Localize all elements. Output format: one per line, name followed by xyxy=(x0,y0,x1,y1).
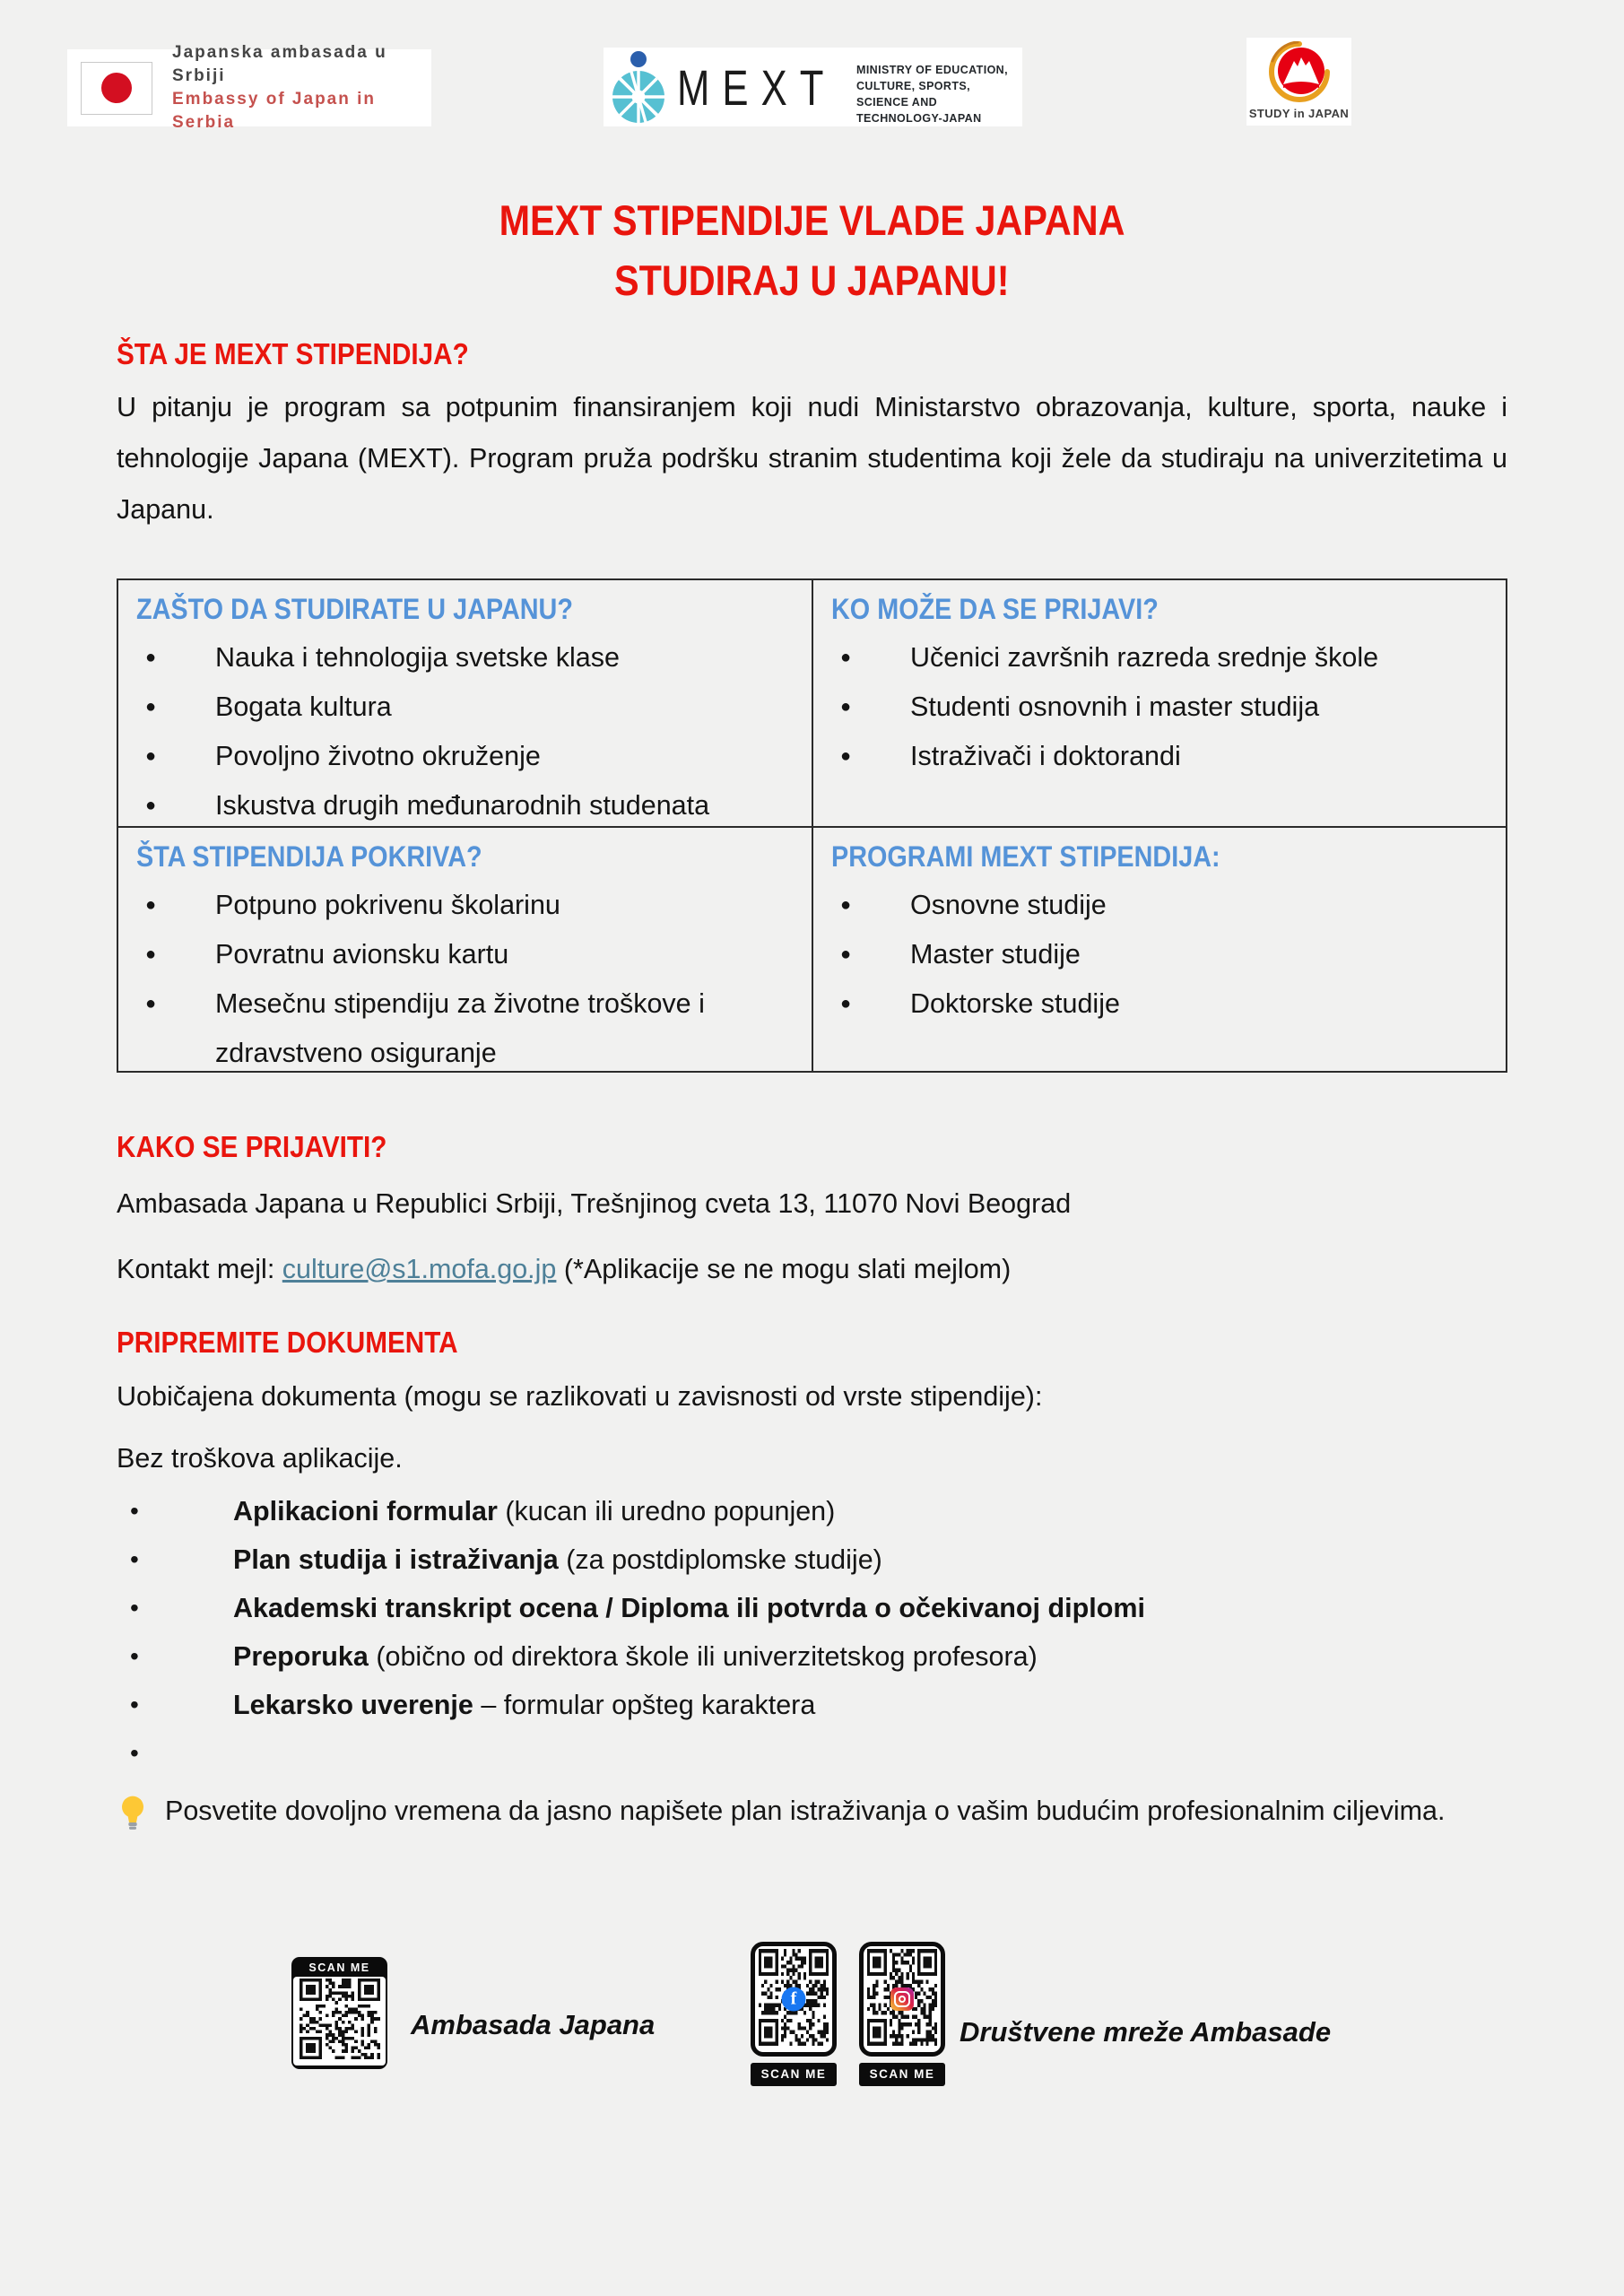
documents-intro-line: Uobičajena dokumenta (mogu se razlikovati u zavisnosti od vrste stipendije): xyxy=(117,1381,1043,1412)
qr-scan-me-header: SCAN ME xyxy=(308,1961,370,1974)
bullet-icon: ● xyxy=(145,944,157,964)
list-item: ● Povoljno životno okruženje xyxy=(136,732,795,781)
document-item: • Lekarsko uverenje – formular opšteg karaktera xyxy=(117,1681,1551,1729)
document-item: • Preporuka (obično od direktora škole ili univerzitetskog profesora) xyxy=(117,1632,1551,1681)
bullet-icon: • xyxy=(130,1594,139,1622)
qr-instagram-scan-tab: SCAN ME xyxy=(859,2063,945,2086)
table-cell-what-it-covers xyxy=(118,828,813,1071)
apply-heading: KAKO SE PRIJAVITI? xyxy=(117,1130,387,1163)
list-item: ● Povratnu avionsku kartu xyxy=(136,930,795,979)
mext-wordmark: MEXT xyxy=(677,58,837,116)
document-item: • Akademski transkript ocena / Diploma ili potvrda o očekivanoj diplomi xyxy=(117,1584,1551,1632)
intro-paragraph: U pitanju je program sa potpunim finansiranjem koji nudi Ministarstvo obrazovanja, kulture, sporta, nauke i tehnologije Japana (MEXT). Program pruža podršku stranim studentima koji žele da studiraju na univerzitetima u Japanu. xyxy=(117,392,1507,525)
title-line-1: MEXT STIPENDIJE VLADE JAPANA xyxy=(499,196,1125,244)
bullet-icon: ● xyxy=(840,746,852,766)
list-item: ● Bogata kultura xyxy=(136,683,795,732)
bullet-icon: ● xyxy=(840,895,852,915)
social-networks-label: Društvene mreže Ambasade xyxy=(960,2016,1332,2048)
documents-heading: PRIPREMITE DOKUMENTA xyxy=(117,1326,458,1359)
bullet-icon: ● xyxy=(840,944,852,964)
study-in-japan-logo xyxy=(1246,38,1351,126)
section-prepare-documents xyxy=(117,1326,1551,1836)
table-cell-who-can-apply xyxy=(813,580,1506,828)
qr-embassy-label: Ambasada Japana xyxy=(411,2009,656,2040)
tip-text: Posvetite dovoljno vremena da jasno napišete plan istraživanja o vašim budućim profesionalnim ciljevima. xyxy=(165,1796,1446,1826)
japan-flag-icon xyxy=(81,62,152,115)
documents-fee-line: Bez troškova aplikacije. xyxy=(117,1443,403,1474)
list-item: ● Studenti osnovnih i master studija xyxy=(831,683,1489,732)
study-in-japan-label: STUDY in JAPAN xyxy=(1248,107,1350,120)
list-item: ● Potpuno pokrivenu školarinu xyxy=(136,881,795,930)
table-cell-why-japan xyxy=(118,580,813,828)
contact-prefix: Kontakt mejl: xyxy=(117,1254,282,1284)
contact-line xyxy=(117,1244,1507,1295)
facebook-icon: f xyxy=(782,1987,806,2012)
section-how-to-apply xyxy=(117,1130,1507,1295)
cell-heading: PROGRAMI MEXT STIPENDIJA: xyxy=(831,840,1220,873)
embassy-name-en: Embassy of Japan in Serbia xyxy=(172,90,377,132)
embassy-name-sr: Japanska ambasada u Srbiji xyxy=(172,43,387,85)
bullet-icon: • xyxy=(130,1691,139,1718)
info-table xyxy=(117,578,1507,1073)
list-item: ● Učenici završnih razreda srednje škole xyxy=(831,633,1489,683)
list-item: ● Osnovne studije xyxy=(831,881,1489,930)
bullet-icon: • xyxy=(130,1739,139,1767)
qr-code-embassy xyxy=(291,1957,387,2069)
list-item: ● Master studije xyxy=(831,930,1489,979)
bullet-icon: ● xyxy=(145,994,157,1013)
contact-suffix: (*Aplikacije se ne mogu slati mejlom) xyxy=(556,1254,1012,1284)
study-in-japan-icon xyxy=(1267,41,1332,104)
cell-heading: ŠTA STIPENDIJA POKRIVA? xyxy=(136,840,482,873)
table-cell-programs xyxy=(813,828,1506,1071)
embassy-logo xyxy=(67,43,431,132)
bullet-icon: ● xyxy=(840,697,852,717)
mext-ministry-line: MINISTRY OF EDUCATION, xyxy=(856,64,1008,76)
title-line-2: STUDIRAJ U JAPANU! xyxy=(614,257,1010,304)
qr-pattern xyxy=(300,1979,380,2064)
bullet-icon: ● xyxy=(145,697,157,717)
list-item: ● Istraživači i doktorandi xyxy=(831,732,1489,781)
cell-heading: KO MOŽE DA SE PRIJAVI? xyxy=(831,593,1159,625)
intro-heading: ŠTA JE MEXT STIPENDIJA? xyxy=(117,337,469,370)
mext-ministry-line: CULTURE, SPORTS, xyxy=(856,80,971,92)
bullet-icon: • xyxy=(130,1642,139,1670)
embassy-address: Ambasada Japana u Republici Srbiji, Trešnjinog cveta 13, 11070 Novi Beograd xyxy=(117,1188,1072,1219)
bullet-icon: ● xyxy=(145,648,157,667)
cell-heading: ZAŠTO DA STUDIRATE U JAPANU? xyxy=(136,593,573,625)
bullet-icon: ● xyxy=(145,895,157,915)
bullet-icon: ● xyxy=(840,994,852,1013)
mext-ministry-line: SCIENCE AND TECHNOLOGY-JAPAN xyxy=(856,96,982,125)
qr-code-facebook xyxy=(751,1942,837,2057)
tip-paragraph xyxy=(117,1787,1515,1836)
lightbulb-icon xyxy=(118,1794,147,1833)
mext-logo xyxy=(604,48,1022,126)
section-what-is-mext xyxy=(117,337,1507,535)
document-item-empty xyxy=(117,1729,1551,1778)
bullet-icon: ● xyxy=(840,648,852,667)
document-item: • Aplikacioni formular (kucan ili uredno popunjen) xyxy=(117,1487,1551,1535)
contact-email-link[interactable]: culture@s1.mofa.go.jp xyxy=(282,1254,557,1284)
list-item: ● Nauka i tehnologija svetske klase xyxy=(136,633,795,683)
document-item: • Plan studija i istraživanja (za postdiplomske studije) xyxy=(117,1535,1551,1584)
page-title xyxy=(0,190,1624,310)
mext-pinwheel-icon xyxy=(611,48,666,126)
bullet-icon: • xyxy=(130,1497,139,1525)
qr-facebook-scan-tab: SCAN ME xyxy=(751,2063,837,2086)
instagram-icon xyxy=(890,1987,914,2011)
bullet-icon: ● xyxy=(145,746,157,766)
qr-code-instagram xyxy=(859,1942,945,2057)
bullet-icon: • xyxy=(130,1545,139,1573)
list-item: ● Mesečnu stipendiju za životne troškove i zdravstveno osiguranje xyxy=(136,979,795,1071)
bullet-icon: ● xyxy=(145,796,157,815)
list-item: ● Iskustva drugih međunarodnih studenata xyxy=(136,781,795,828)
list-item: ● Doktorske studije xyxy=(831,979,1489,1029)
